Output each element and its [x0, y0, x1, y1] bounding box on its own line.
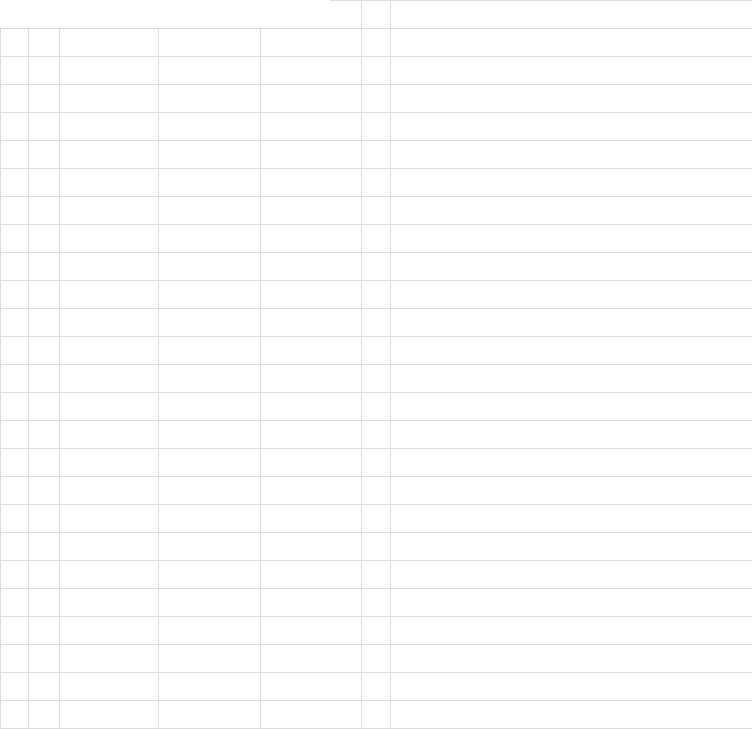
- page-title: [0, 0, 330, 28]
- grid-line: [390, 0, 391, 729]
- grid-line: [158, 0, 159, 729]
- grid-line: [59, 0, 60, 729]
- grid-line: [28, 0, 29, 729]
- grid-line: [260, 0, 261, 729]
- grid-line: [361, 0, 362, 729]
